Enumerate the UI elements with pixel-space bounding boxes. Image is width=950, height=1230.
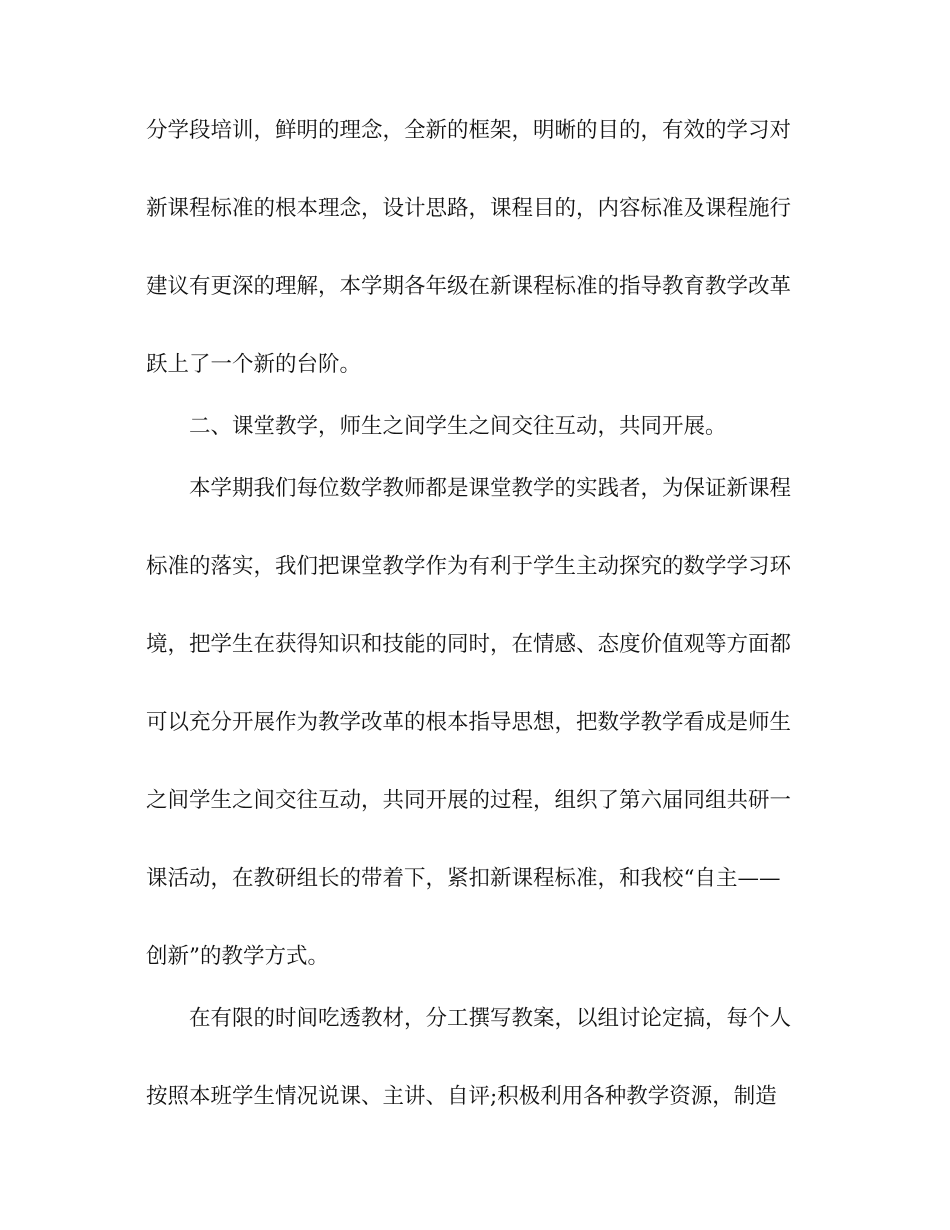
section-heading: 二、课堂教学，师生之间学生之间交往互动，共同开展。 [189,414,727,439]
text-line: 分学段培训，鲜明的理念，全新的框架，明晰的目的，有效的学习对 [146,118,792,143]
text-line: 创新”的教学方式。 [146,944,329,969]
text-line: 本学期我们每位数学教师都是课堂教学的实践者，为保证新课程 [189,476,792,501]
text-line: 标准的落实，我们把课堂教学作为有利于学生主动探究的数学学习环 [146,554,792,579]
text-line: 之间学生之间交往互动，共同开展的过程，组织了第六届同组共研一 [146,788,792,813]
text-line: 跃上了一个新的台阶。 [146,352,362,377]
text-line: 按照本班学生情况说课、主讲、自评;积极利用各种教学资源，制造 [146,1084,777,1109]
text-line: 建议有更深的理解，本学期各年级在新课程标准的指导教育教学改革 [146,274,792,299]
text-line: 新课程标准的根本理念，设计思路，课程目的，内容标准及课程施行 [146,196,792,221]
text-line: 境，把学生在获得知识和技能的同时，在情感、态度价值观等方面都 [146,632,792,657]
text-line: 课活动，在教研组长的带着下，紧扣新课程标准，和我校“自主—— [146,866,781,891]
text-line: 可以充分开展作为教学改革的根本指导思想，把数学教学看成是师生 [146,710,792,735]
document-body [146,118,806,1162]
text-line: 在有限的时间吃透教材，分工撰写教案，以组讨论定搞，每个人 [189,1006,792,1031]
